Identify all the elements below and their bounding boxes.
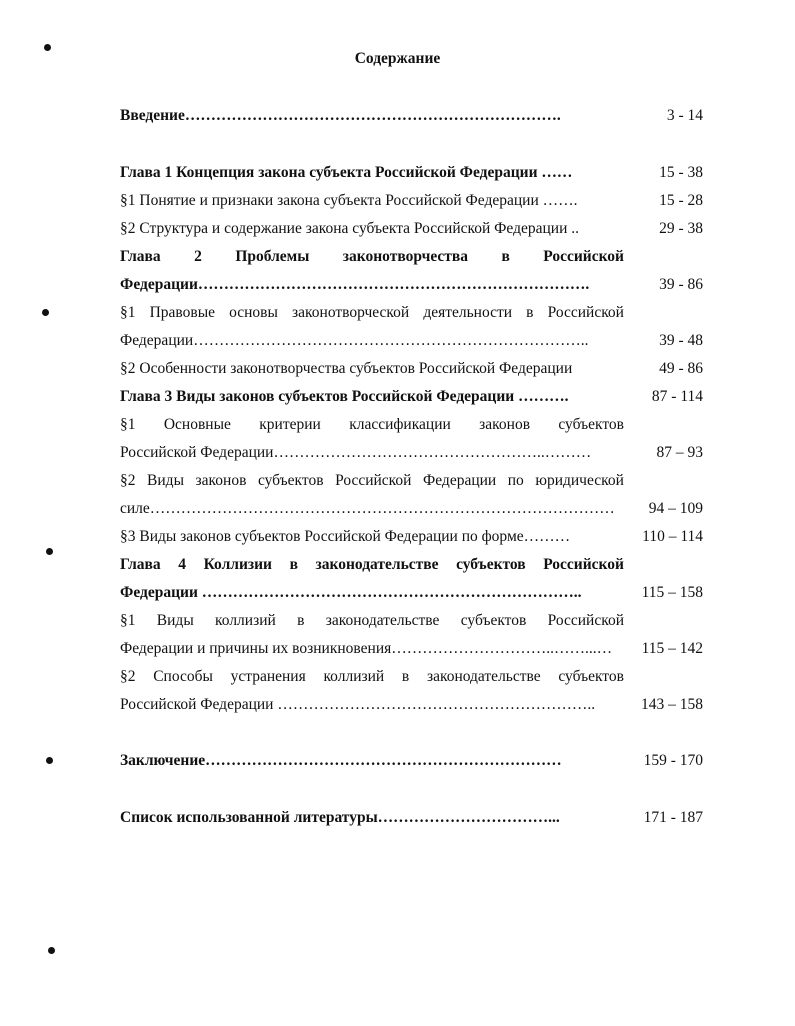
- toc-entry-ch3-section-3: §3 Виды законов субъектов Российской Федерации по форме………: [120, 528, 571, 545]
- margin-bullet-mark: [48, 947, 55, 954]
- word: Виды: [156, 612, 194, 629]
- toc-entry-chapter-2: [120, 247, 624, 267]
- word: Российской: [543, 248, 624, 265]
- margin-bullet-mark: [46, 548, 53, 555]
- toc-pages-ch4-section-1: 115 – 142: [641, 640, 703, 657]
- word: Российской: [547, 612, 624, 629]
- toc-entry-ch3-section-1: [120, 415, 624, 435]
- margin-bullet-mark: [46, 757, 53, 764]
- word: в: [289, 556, 298, 573]
- word: Российской: [335, 472, 412, 489]
- toc-pages-chapter-3: 87 - 114: [651, 388, 703, 405]
- toc-pages-bibliography: 171 - 187: [643, 809, 703, 826]
- word: Федерации: [423, 472, 497, 489]
- word: законодательстве: [315, 556, 439, 573]
- toc-pages-ch3-section-1: 87 – 93: [656, 444, 703, 461]
- word: субъектов: [460, 612, 527, 629]
- word: законов: [479, 416, 531, 433]
- toc-pages-ch1-section-2: 29 - 38: [659, 220, 703, 237]
- word: коллизий: [323, 668, 385, 685]
- toc-entry-chapter-1: Глава 1 Концепция закона субъекта Российской Федерации ……: [120, 164, 573, 181]
- word: деятельности: [423, 304, 513, 321]
- word: Проблемы: [235, 248, 310, 265]
- toc-entry-ch2-section-1: [120, 303, 624, 323]
- word: законодательстве: [325, 612, 440, 629]
- word: устранения: [230, 668, 306, 685]
- toc-pages-chapter-1: 15 - 38: [659, 164, 703, 181]
- word: законотворчества: [342, 248, 468, 265]
- toc-entry-ch4-section-2-cont: Российской Федерации ……………………………………………………..: [120, 696, 596, 713]
- toc-entry-chapter-3: Глава 3 Виды законов субъектов Российской Федерации ……….: [120, 388, 569, 405]
- word: законов: [195, 472, 247, 489]
- word: субъектов: [558, 416, 624, 433]
- word: классификации: [349, 416, 451, 433]
- word: коллизий: [215, 612, 276, 629]
- word: в: [501, 248, 510, 265]
- word: 2: [194, 248, 202, 265]
- toc-pages-ch3-section-3: 110 – 114: [642, 528, 703, 545]
- toc-entry-chapter-4-cont: Федерации ………………………………………………………………..: [120, 584, 582, 601]
- page-title: Содержание: [354, 50, 441, 67]
- toc-entry-ch1-section-1: §1 Понятие и признаки закона субъекта Российской Федерации …….: [120, 192, 578, 209]
- toc-entry-bibliography: Список использованной литературы……………………………...: [120, 809, 560, 826]
- toc-entry-conclusion: Заключение……………………………………………………………: [120, 752, 562, 769]
- word: в: [297, 612, 305, 629]
- toc-entry-ch4-section-1-cont: Федерации и причины их возникновения…………………………..……...…: [120, 640, 613, 657]
- word: Российской: [547, 304, 624, 321]
- margin-bullet-mark: [42, 309, 49, 316]
- toc-pages-introduction: 3 - 14: [666, 107, 703, 124]
- toc-entry-ch1-section-2: §2 Структура и содержание закона субъекта Российской Федерации ..: [120, 220, 580, 237]
- word: 4: [178, 556, 186, 573]
- word: Виды: [147, 472, 184, 489]
- word: Основные: [163, 416, 231, 433]
- toc-entry-ch4-section-1: [120, 611, 624, 631]
- word: субъектов: [558, 668, 624, 685]
- toc-entry-ch3-section-1-cont: Российской Федерации……………………………………………..………: [120, 444, 592, 461]
- word: §1: [120, 416, 136, 433]
- word: §1: [120, 304, 136, 321]
- toc-pages-ch2-section-1: 39 - 48: [659, 332, 703, 349]
- word: §1: [120, 612, 136, 629]
- word: субъектов: [257, 472, 324, 489]
- toc-pages-ch3-section-2: 94 – 109: [648, 500, 703, 517]
- word: Глава: [120, 556, 161, 573]
- toc-pages-chapter-4: 115 – 158: [641, 584, 703, 601]
- toc-entry-ch2-section-1-cont: Федерации…………………………………………………………………..: [120, 332, 589, 349]
- toc-entry-ch4-section-2: [120, 667, 624, 687]
- word: критерии: [259, 416, 321, 433]
- word: Российской: [543, 556, 624, 573]
- word: Правовые: [149, 304, 216, 321]
- toc-entry-ch3-section-2-cont: силе………………………………………………………………………………: [120, 500, 615, 517]
- word: по: [507, 472, 524, 489]
- word: §2: [120, 472, 136, 489]
- toc-pages-chapter-2: 39 - 86: [659, 276, 703, 293]
- word: законодательстве: [426, 668, 541, 685]
- word: Коллизии: [203, 556, 272, 573]
- toc-entry-chapter-4: [120, 555, 624, 575]
- word: юридической: [535, 472, 624, 489]
- word: субъектов: [456, 556, 526, 573]
- word: основы: [229, 304, 278, 321]
- toc-pages-conclusion: 159 - 170: [643, 752, 703, 769]
- toc-pages-ch1-section-1: 15 - 28: [659, 192, 703, 209]
- toc-entry-ch2-section-2: §2 Особенности законотворчества субъектов Российской Федерации: [120, 360, 573, 377]
- word: §2: [120, 668, 136, 685]
- toc-pages-ch2-section-2: 49 - 86: [659, 360, 703, 377]
- toc-entry-ch3-section-2: [120, 471, 624, 491]
- toc-pages-ch4-section-2: 143 – 158: [641, 696, 703, 713]
- toc-entry-introduction: Введение……………………………………………………………….: [120, 107, 561, 124]
- word: Глава: [120, 248, 161, 265]
- word: в: [526, 304, 534, 321]
- word: Способы: [153, 668, 213, 685]
- word: законотворческой: [292, 304, 410, 321]
- toc-entry-chapter-2-cont: Федерации………………………………………………………………….: [120, 276, 590, 293]
- word: в: [401, 668, 410, 685]
